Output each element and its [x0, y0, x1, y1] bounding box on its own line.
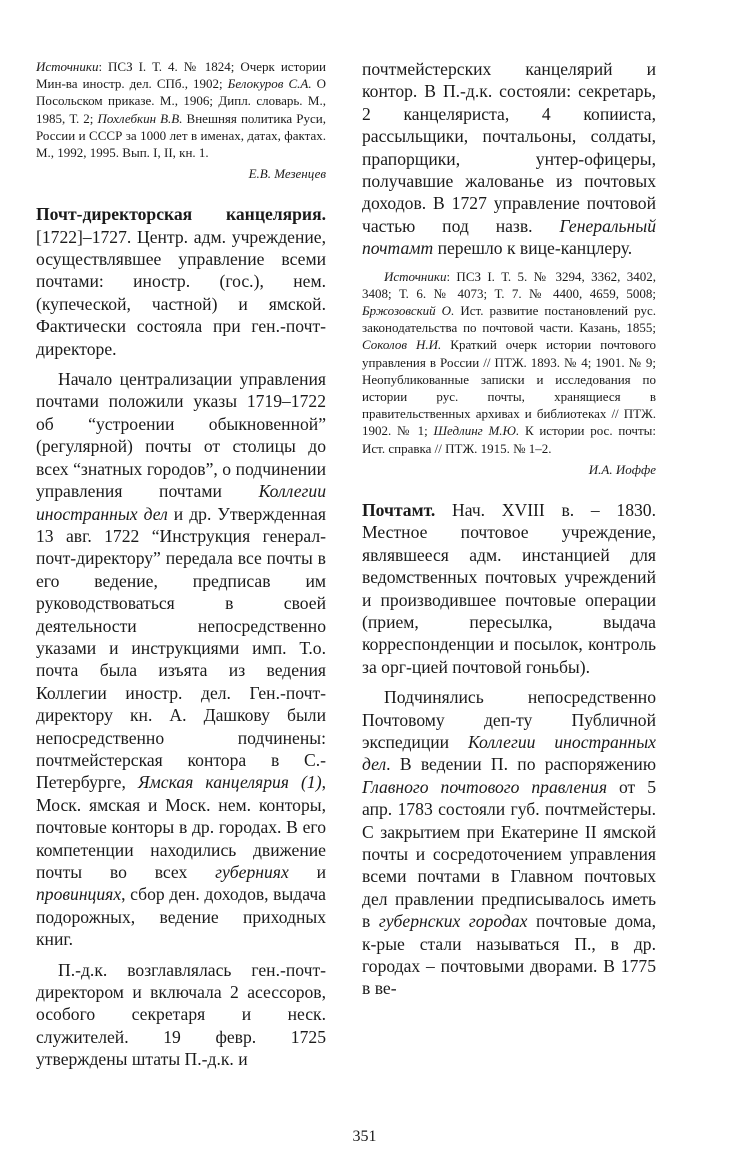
italic-run: Источники [36, 59, 99, 74]
entry-title-1: Почт-директорская канцелярия. [36, 204, 326, 225]
italic-run: Соколов Н.И. [362, 337, 442, 353]
page-number: 351 [352, 1128, 377, 1145]
italic-run: Похлебкин В.В. [97, 110, 183, 126]
italic-run: губерниях [215, 862, 289, 882]
italic-run: провинциях [36, 884, 122, 905]
italic-run: Коллегии иностранных дел [36, 481, 326, 524]
italic-run: Ямская канцелярия (1) [137, 772, 322, 793]
author-signature-2: И.А. Иоффе [588, 461, 656, 477]
sources-block-1: Источники: ПСЗ I. Т. 4. № 1824; Очерк истории Мин-ва иностр. дел. СПб., 1902; Белокуров С.А. О Посольском приказе. М., 1906; Дипл. словарь. М., 1985, Т. 2; Похлебкин В.В. Внешняя политика Руси, России и СССР за 1000 лет в именах, датах, фактах. М., 1992, 1995. Вып. I, II, кн. 1. [36, 59, 326, 161]
entry-pochtamt [362, 499, 656, 678]
italic-run: Источники [384, 268, 447, 284]
sources-block-2: Источники: ПСЗ I. Т. 5. № 3294, 3362, 3402, 3408; Т. 6. № 4073; Т. 7. № 4400, 4659, 5008; Бржозовский О. Ист. развитие постановлений рус. законодательства по почтовой части. Казань, 1855; Соколов Н.И. Краткий очерк истории почтового управления в России // ПТЖ. 1893. № 4; 1901. № 9; Неопубликованные записки и исследования по истории рус. почты, хранящиеся в правительственных архивах и библиотеках // ПТЖ. 1902. № 1; Шедлинг М.Ю. К истории рос. почты: Ист. справка // ПТЖ. 1915. № 1–2. [362, 268, 657, 456]
entry-text-2: Нач. XVIII в. – 1830. Местное почтовое учреждение, являвшееся адм. инстанцией для ведомственных почтовых учреждений и производившее почтовые операции (прием, пересылка, выдача корреспонденции и посылок, контроль за орг-цией почтовой гоньбы). [362, 499, 656, 677]
entry-pochtdirektorskaya [36, 203, 326, 360]
left-column [36, 58, 326, 1071]
paragraph-2-2: Подчинялись непосредственно Почтовому деп-ту Публичной экспедиции Коллегии иностранных дел. В ведении П. по распоряжению Главного почтового правления от 5 апр. 1783 состояли губ. почтмейстеры. С закрытием при Екатерине II ямской почты и сосредоточением управления всеми почтами в Главном почтовых дел правлении предписывалось иметь в губернских городах почтовые дома, к-рые стали называться П., в др. городах – почтовыми дворами. В 1775 в ве- [362, 687, 656, 999]
entry-title-2: Почтамт. [362, 499, 436, 520]
italic-run: Шедлинг М.Ю. [433, 423, 520, 439]
italic-run: губернских городах [378, 911, 528, 932]
paragraph-1-continued: почтмейстерских канцелярий и контор. В П.-д.к. состояли: секретарь, 2 канцеляриста, 4 копииста, рассыльщики, почтальоны, солдаты, прапорщики, унтер-офицеры, получавшие жалованье из почтовых доходов. В 1727 управление почтовой частью под назв. Генеральный почтамт перешло к вице-канцлеру. [362, 59, 656, 259]
paragraph-1-2: Начало централизации управления почтами положили указы 1719–1722 об “устроении обыкновенной” (регулярной) почты от столицы до всех “знатных городов”, о подчинении управления почтами Коллегии иностранных дел и др. Утвержденная 13 авг. 1722 “Инструкция генерал-почт-директору” передала все почты в его ведение, предписав им руководствоваться в своей деятельности непосредственно указами и инструкциями имп. Т.о. почта была изъята из ведения Коллегии иностр. дел. Ген.-почт-директору кн. А. Дашкову были непосредственно подчинены: почтмейстерская контора в С.-Петербурге, Ямская канцелярия (1), Моск. ямская и Моск. нем. конторы, почтовые конторы в др. городах. В его компетенции находились движение почты во всех губерниях и провинциях, сбор ден. доходов, выдача подорожных, ведение приходных книг. [36, 369, 326, 950]
author-signature-1: Е.В. Мезенцев [248, 166, 326, 182]
italic-run: Коллегии иностранных дел [362, 731, 656, 775]
italic-run: Белокуров С.А. [227, 76, 312, 92]
entry-text-1: [1722]–1727. Центр. адм. учреждение, осуществлявшее управление всеми почтами: иностр. (гос.), нем. (купеческой, частной) и ямской. Фактически состояла при ген.-почт-директоре. [36, 226, 326, 359]
italic-run: Главного почтового правления [362, 776, 608, 797]
paragraph-1-3: П.-д.к. возглавлялась ген.-почт-директором и включала 2 асессоров, особого секретаря и неск. служителей. 19 февр. 1725 утверждены штаты П.-д.к. и [36, 959, 326, 1070]
right-column [362, 58, 656, 1000]
italic-run: Генеральный почтамт [362, 215, 656, 259]
italic-run: Бржозовский О. [362, 303, 455, 319]
